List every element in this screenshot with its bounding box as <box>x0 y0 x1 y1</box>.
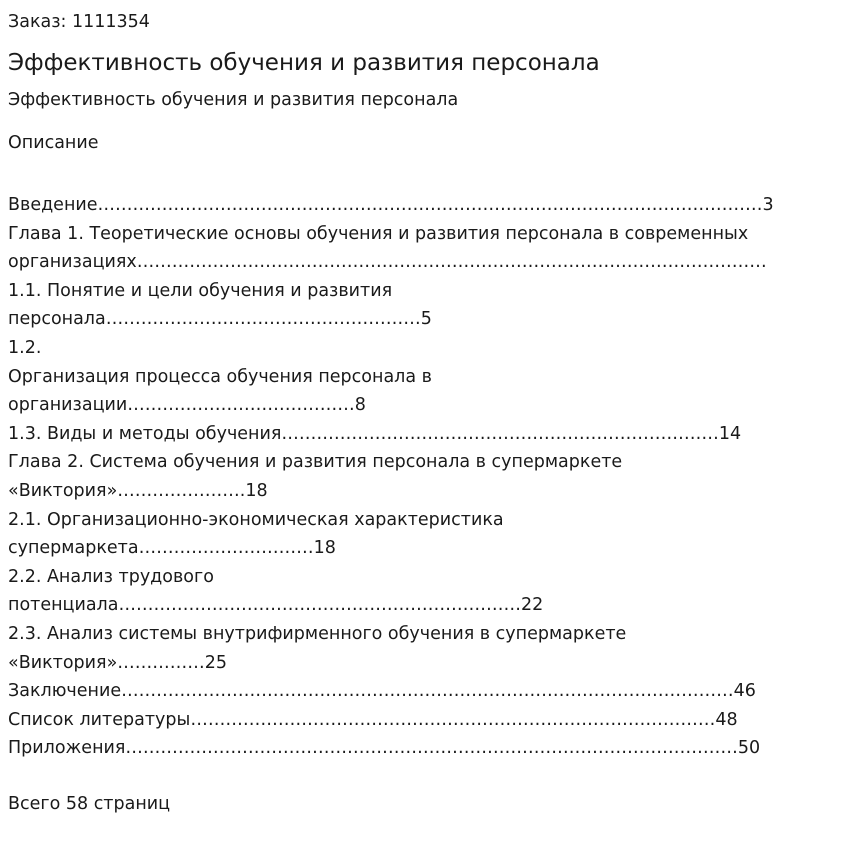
toc-line: потенциала……………………………………………………………22 <box>8 595 544 616</box>
toc-line: 1.3. Виды и методы обучения…………………………………………………………………14 <box>8 423 742 444</box>
toc-line: «Виктория»………………….18 <box>8 480 268 501</box>
total-pages: Всего 58 страниц <box>8 794 171 814</box>
page-subtitle: Эффективность обучения и развития персонала <box>8 90 459 110</box>
toc-line: 2.3. Анализ системы внутрифирменного обучения в супермаркете <box>8 623 627 644</box>
toc-line: персонала………………………………………………5 <box>8 309 432 330</box>
description-heading: Описание <box>8 133 99 153</box>
order-number: Заказ: 1111354 <box>8 12 150 32</box>
table-of-contents <box>8 191 847 763</box>
toc-line: Глава 2. Система обучения и развития персонала в супермаркете <box>8 452 623 473</box>
toc-line: 1.1. Понятие и цели обучения и развития <box>8 280 393 301</box>
toc-line: 2.2. Анализ трудового <box>8 566 214 587</box>
toc-line: 2.1. Организационно-экономическая характеристика <box>8 509 504 530</box>
toc-line: 1.2. <box>8 337 42 358</box>
toc-line: «Виктория»……………25 <box>8 652 228 673</box>
page-title: Эффективность обучения и развития персонала <box>8 50 600 76</box>
toc-line: организациях……………………………………………………………………………………………… <box>8 252 767 273</box>
toc-line: Введение……………………………………………………………………………………………………3 <box>8 195 774 215</box>
toc-line: Глава 1. Теоретические основы обучения и развития персонала в современных <box>8 223 749 244</box>
toc-line: Приложения……………………………………………………………………………………………50 <box>8 738 761 759</box>
toc-line: Заключение……………………………………………………………………………………………46 <box>8 681 756 702</box>
toc-line: Организация процесса обучения персонала в <box>8 366 432 387</box>
toc-line: супермаркета…………………………18 <box>8 538 336 559</box>
toc-line: Список литературы………………………………………………………………………………48 <box>8 709 738 730</box>
toc-line: организации…………………………………8 <box>8 395 366 416</box>
